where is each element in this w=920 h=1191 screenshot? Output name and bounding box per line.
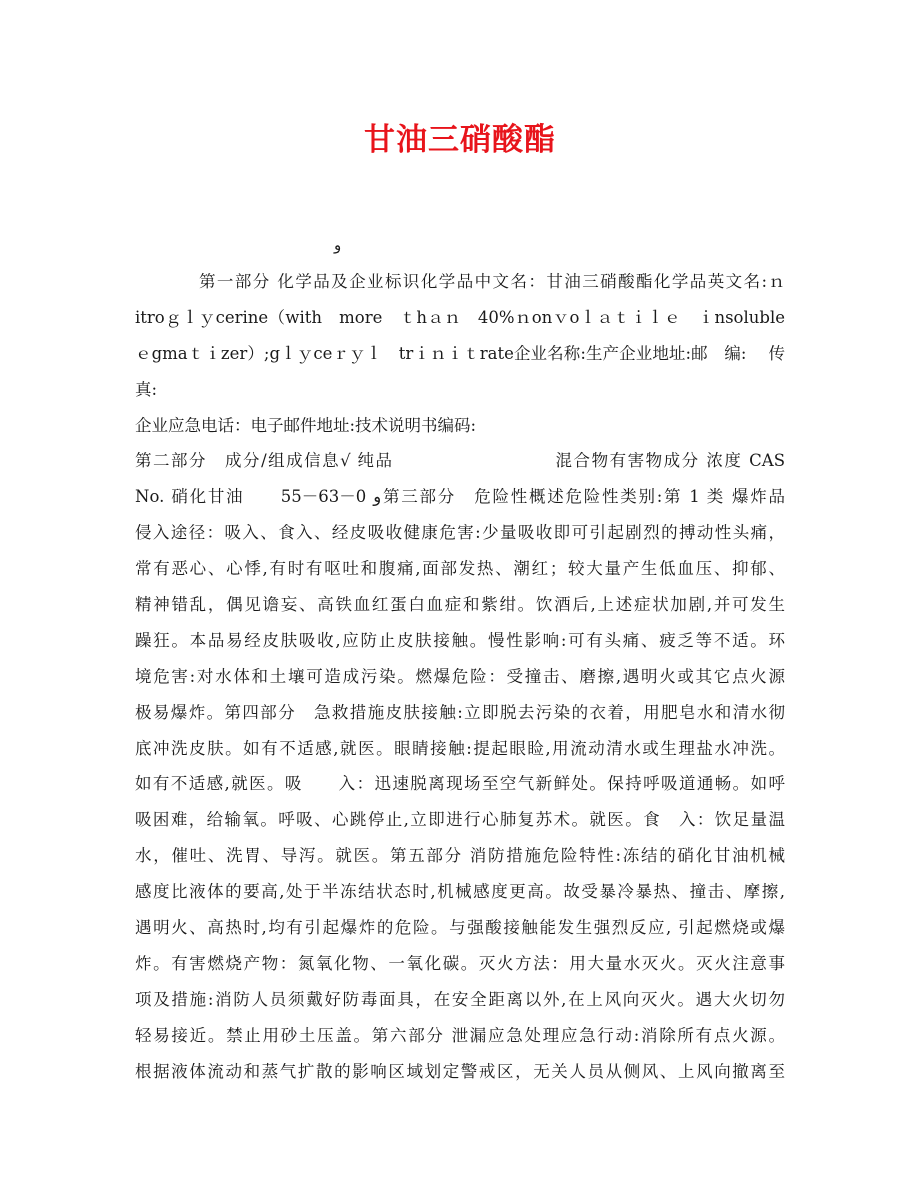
- body-line: 项及措施:消防人员须戴好防毒面具，在安全距离以外,在上风向灭火。遇大火切勿: [135, 989, 785, 1009]
- body-line: 真:: [135, 379, 158, 399]
- body-line: 躁狂。本品易经皮肤吸收,应防止皮肤接触。慢性影响:可有头痛、疲乏等不适。环: [135, 630, 785, 650]
- body-line: 侵入途径：吸入、食入、经皮吸收健康危害:少量吸收即可引起剧烈的搏动性头痛，: [135, 523, 785, 543]
- body-line: 企业应急电话：电子邮件地址:技术说明书编码:: [135, 415, 477, 435]
- body-line: itroｇｌｙcerine（with more ｔhａｎ 40%ｎonｖoｌａｔｉｌｅ ｉnsoluble: [135, 307, 785, 327]
- body-line: 第一部分 化学品及企业标识化学品中文名：甘油三硝酸酯化学品英文名:ｎ: [199, 272, 785, 291]
- document-title: 甘油三硝酸酯: [364, 122, 556, 158]
- body-line: 遇明火、高热时,均有引起爆炸的危险。与强酸接触能发生强烈反应, 引起燃烧或爆: [135, 918, 785, 938]
- stray-glyph-mark: و: [334, 236, 342, 254]
- body-line: 第二部分 成分/组成信息√ 纯品 混合物有害物成分 浓度 CAS: [135, 451, 785, 471]
- body-line: 炸。有害燃烧产物：氮氧化物、一氧化碳。灭火方法：用大量水灭火。灭火注意事: [135, 953, 785, 973]
- body-line: 如有不适感,就医。吸 入：迅速脱离现场至空气新鲜处。保持呼吸道通畅。如呼: [135, 774, 785, 794]
- body-line: 常有恶心、心悸,有时有呕吐和腹痛,面部发热、潮红；较大量产生低血压、抑郁、: [135, 559, 785, 579]
- body-line: ｅgmaｔｉzer）;gｌｙceｒｙｌ trｉｎｉｔrate企业名称:生产企业地址:邮 编: 传: [135, 343, 785, 363]
- document-body: [135, 264, 785, 1089]
- body-line: 精神错乱，偶见谵妄、高铁血红蛋白血症和紫绀。饮酒后,上述症状加剧,并可发生: [135, 595, 785, 615]
- body-line: 感度比液体的要高,处于半冻结状态时,机械感度更高。故受暴冷暴热、撞击、摩擦,: [135, 882, 785, 902]
- body-line: 极易爆炸。第四部分 急救措施皮肤接触:立即脱去污染的衣着，用肥皂水和清水彻: [135, 702, 785, 722]
- body-line: 轻易接近。禁止用砂土压盖。第六部分 泄漏应急处理应急行动:消除所有点火源。: [135, 1025, 785, 1045]
- body-line: 底冲洗皮肤。如有不适感,就医。眼睛接触:提起眼睑,用流动清水或生理盐水冲洗。: [135, 738, 785, 758]
- body-line: 吸困难，给输氧。呼吸、心跳停止,立即进行心肺复苏术。就医。食 入：饮足量温: [135, 810, 785, 830]
- body-line: 境危害:对水体和土壤可造成污染。燃爆危险：受撞击、磨擦,遇明火或其它点火源: [135, 666, 785, 686]
- body-line: 根据液体流动和蒸气扩散的影响区域划定警戒区，无关人员从侧风、上风向撤离至: [135, 1061, 785, 1081]
- body-line: 水，催吐、洗胃、导泻。就医。第五部分 消防措施危险特性:冻结的硝化甘油机械: [135, 846, 785, 866]
- body-line: No. 硝化甘油 55－63－0 و第三部分 危险性概述危险性类别:第 1 类 爆炸品: [135, 487, 785, 507]
